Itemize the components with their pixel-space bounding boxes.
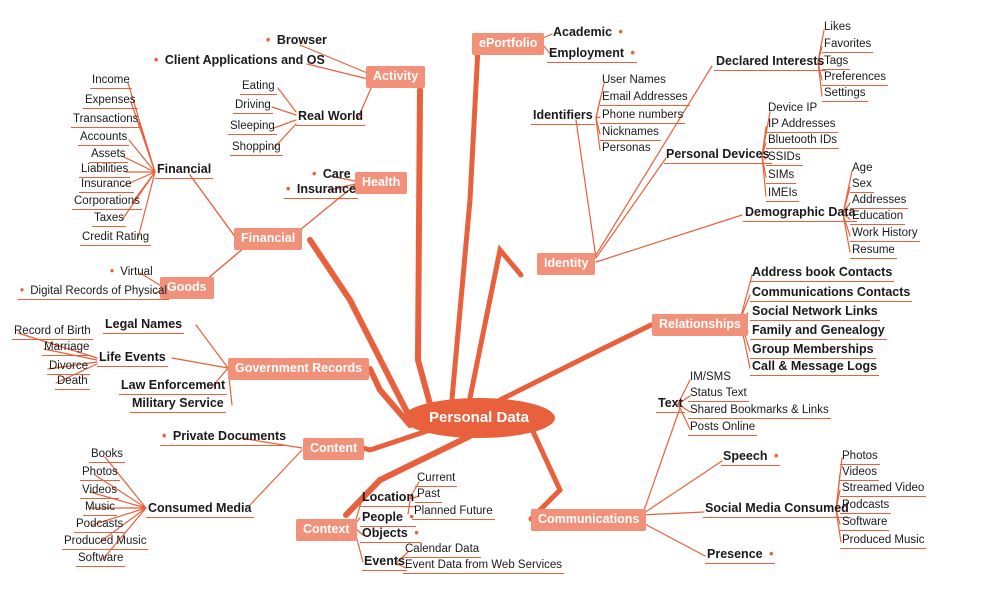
leaf-corporations[interactable]: Corporations (72, 195, 142, 210)
leaf-posts-online[interactable]: Posts Online (688, 421, 757, 436)
node-health-insurance[interactable]: • Insurance (284, 183, 358, 199)
branch-health[interactable]: Health (355, 172, 407, 194)
leaf-past[interactable]: Past (415, 488, 442, 503)
leaf-sm-produced-music[interactable]: Produced Music (840, 534, 926, 549)
leaf-sm-videos[interactable]: Videos (840, 466, 879, 481)
leaf-record-of-birth[interactable]: Record of Birth (12, 325, 93, 340)
node-financial-group[interactable]: Financial (155, 163, 213, 179)
leaf-digital-records-of-physical[interactable]: • Digital Records of Physical (18, 285, 169, 300)
node-academic[interactable]: Academic • (551, 26, 625, 41)
leaf-likes[interactable]: Likes (824, 21, 851, 33)
node-employment[interactable]: Employment • (547, 47, 637, 63)
leaf-ip-addresses[interactable]: IP Addresses (766, 118, 838, 133)
leaf-social-network-links[interactable]: Social Network Links (750, 305, 880, 321)
branch-activity-label: Activity (373, 69, 419, 83)
node-real-world[interactable]: Real World (296, 110, 365, 126)
leaf-user-names[interactable]: User Names (602, 74, 666, 86)
leaf-sm-photos[interactable]: Photos (840, 450, 880, 465)
leaf-calendar-data[interactable]: Calendar Data (403, 543, 481, 558)
branch-identity[interactable]: Identity (537, 253, 595, 275)
leaf-divorce[interactable]: Divorce (47, 360, 90, 375)
leaf-device-ip[interactable]: Device IP (768, 102, 818, 114)
leaf-sm-software[interactable]: Software (840, 516, 889, 531)
node-military-service[interactable]: Military Service (130, 397, 226, 413)
leaf-sims[interactable]: SIMs (766, 169, 796, 184)
leaf-death[interactable]: Death (55, 375, 90, 390)
leaf-expenses[interactable]: Expenses (83, 94, 138, 109)
node-legal-names[interactable]: Legal Names (103, 318, 184, 334)
leaf-books[interactable]: Books (89, 448, 125, 463)
node-care[interactable]: • Care (310, 168, 353, 183)
branch-government-records[interactable]: Government Records (228, 358, 369, 380)
leaf-music[interactable]: Music (83, 501, 117, 516)
leaf-sleeping[interactable]: Sleeping (228, 120, 277, 135)
leaf-virtual[interactable]: • Virtual (108, 266, 155, 280)
node-presence[interactable]: Presence • (705, 548, 775, 564)
leaf-accounts[interactable]: Accounts (78, 131, 129, 146)
node-declared-interests[interactable]: Declared Interests (714, 55, 826, 71)
leaf-age[interactable]: Age (852, 162, 873, 174)
leaf-address-book-contacts[interactable]: Address book Contacts (750, 266, 894, 282)
node-browser[interactable]: • Browser (264, 34, 329, 49)
leaf-software[interactable]: Software (76, 552, 125, 567)
node-objects[interactable]: Objects • (360, 527, 421, 543)
leaf-email-addresses[interactable]: Email Addresses (600, 91, 690, 106)
node-client-applications-and-os[interactable]: • Client Applications and OS (152, 54, 327, 69)
leaf-nicknames[interactable]: Nicknames (600, 126, 661, 141)
node-text[interactable]: Text (656, 397, 685, 413)
leaf-marriage[interactable]: Marriage (42, 341, 91, 356)
leaf-status-text[interactable]: Status Text (688, 387, 749, 402)
node-life-events[interactable]: Life Events (97, 351, 168, 367)
leaf-produced-music[interactable]: Produced Music (62, 535, 148, 550)
leaf-work-history[interactable]: Work History (850, 227, 920, 242)
node-location[interactable]: Location (360, 491, 416, 507)
leaf-insurance[interactable]: Insurance (79, 178, 134, 193)
leaf-bluetooth-ids[interactable]: Bluetooth IDs (766, 134, 839, 149)
leaf-sm-podcasts[interactable]: Podcasts (840, 499, 891, 514)
leaf-shared-bookmarks-links[interactable]: Shared Bookmarks & Links (688, 404, 831, 419)
leaf-personas[interactable]: Personas (602, 142, 651, 154)
leaf-sex[interactable]: Sex (850, 178, 874, 193)
leaf-driving[interactable]: Driving (233, 99, 273, 114)
branch-relationships[interactable]: Relationships (652, 314, 748, 336)
branch-content[interactable]: Content (303, 438, 364, 460)
leaf-planned-future[interactable]: Planned Future (412, 505, 495, 520)
node-consumed-media[interactable]: Consumed Media (146, 502, 254, 518)
branch-eportfolio[interactable]: ePortfolio (472, 33, 544, 55)
leaf-communications-contacts[interactable]: Communications Contacts (750, 286, 912, 302)
leaf-resume[interactable]: Resume (850, 244, 897, 259)
center-node[interactable] (403, 398, 555, 438)
leaf-phone-numbers[interactable]: Phone numbers (600, 109, 685, 124)
node-speech[interactable]: Speech • (721, 450, 780, 466)
leaf-liabilities[interactable]: Liabilities (79, 163, 130, 178)
node-private-documents[interactable]: • Private Documents (160, 430, 288, 446)
leaf-call-message-logs[interactable]: Call & Message Logs (750, 360, 879, 376)
leaf-preferences[interactable]: Preferences (822, 71, 888, 86)
leaf-addresses[interactable]: Addresses (850, 194, 908, 209)
node-law-enforcement[interactable]: Law Enforcement (119, 379, 227, 395)
leaf-eating[interactable]: Eating (240, 80, 277, 95)
branch-context[interactable]: Context (296, 519, 357, 541)
branch-communications[interactable]: Communications (531, 509, 646, 531)
node-demographic-data[interactable]: Demographic Data (743, 206, 857, 222)
leaf-favorites[interactable]: Favorites (822, 38, 873, 53)
leaf-family-and-genealogy[interactable]: Family and Genealogy (750, 324, 887, 340)
leaf-photos[interactable]: Photos (80, 466, 120, 481)
leaf-transactions[interactable]: Transactions (71, 113, 140, 128)
branch-goods[interactable]: Goods (160, 277, 214, 299)
center-node-label: Personal Data (428, 408, 530, 426)
leaf-current[interactable]: Current (415, 472, 457, 487)
leaf-streamed-video[interactable]: Streamed Video (840, 482, 926, 497)
leaf-imeis[interactable]: IMEIs (766, 187, 799, 202)
node-events[interactable]: Events (362, 555, 407, 571)
leaf-podcasts[interactable]: Podcasts (74, 518, 125, 533)
leaf-event-data-from-web-services[interactable]: Event Data from Web Services (403, 559, 564, 574)
leaf-assets[interactable]: Assets (89, 148, 128, 163)
leaf-taxes[interactable]: Taxes (92, 212, 126, 227)
leaf-im-sms[interactable]: IM/SMS (690, 371, 731, 383)
node-social-media-consumed[interactable]: Social Media Consumed (703, 502, 851, 518)
leaf-settings[interactable]: Settings (822, 87, 868, 102)
leaf-education[interactable]: Education (850, 210, 905, 225)
node-people[interactable]: People • (360, 511, 416, 527)
leaf-videos[interactable]: Videos (80, 484, 119, 499)
branch-financial[interactable]: Financial (234, 228, 302, 250)
node-personal-devices[interactable]: Personal Devices (664, 148, 772, 164)
leaf-credit-rating[interactable]: Credit Rating (80, 231, 151, 246)
leaf-ssids[interactable]: SSIDs (766, 151, 803, 166)
leaf-income[interactable]: Income (90, 74, 132, 89)
branch-activity[interactable] (366, 66, 425, 88)
leaf-group-memberships[interactable]: Group Memberships (750, 343, 876, 359)
node-identifiers[interactable]: Identifiers (531, 109, 595, 125)
leaf-tags[interactable]: Tags (822, 55, 850, 70)
leaf-shopping[interactable]: Shopping (230, 141, 283, 156)
